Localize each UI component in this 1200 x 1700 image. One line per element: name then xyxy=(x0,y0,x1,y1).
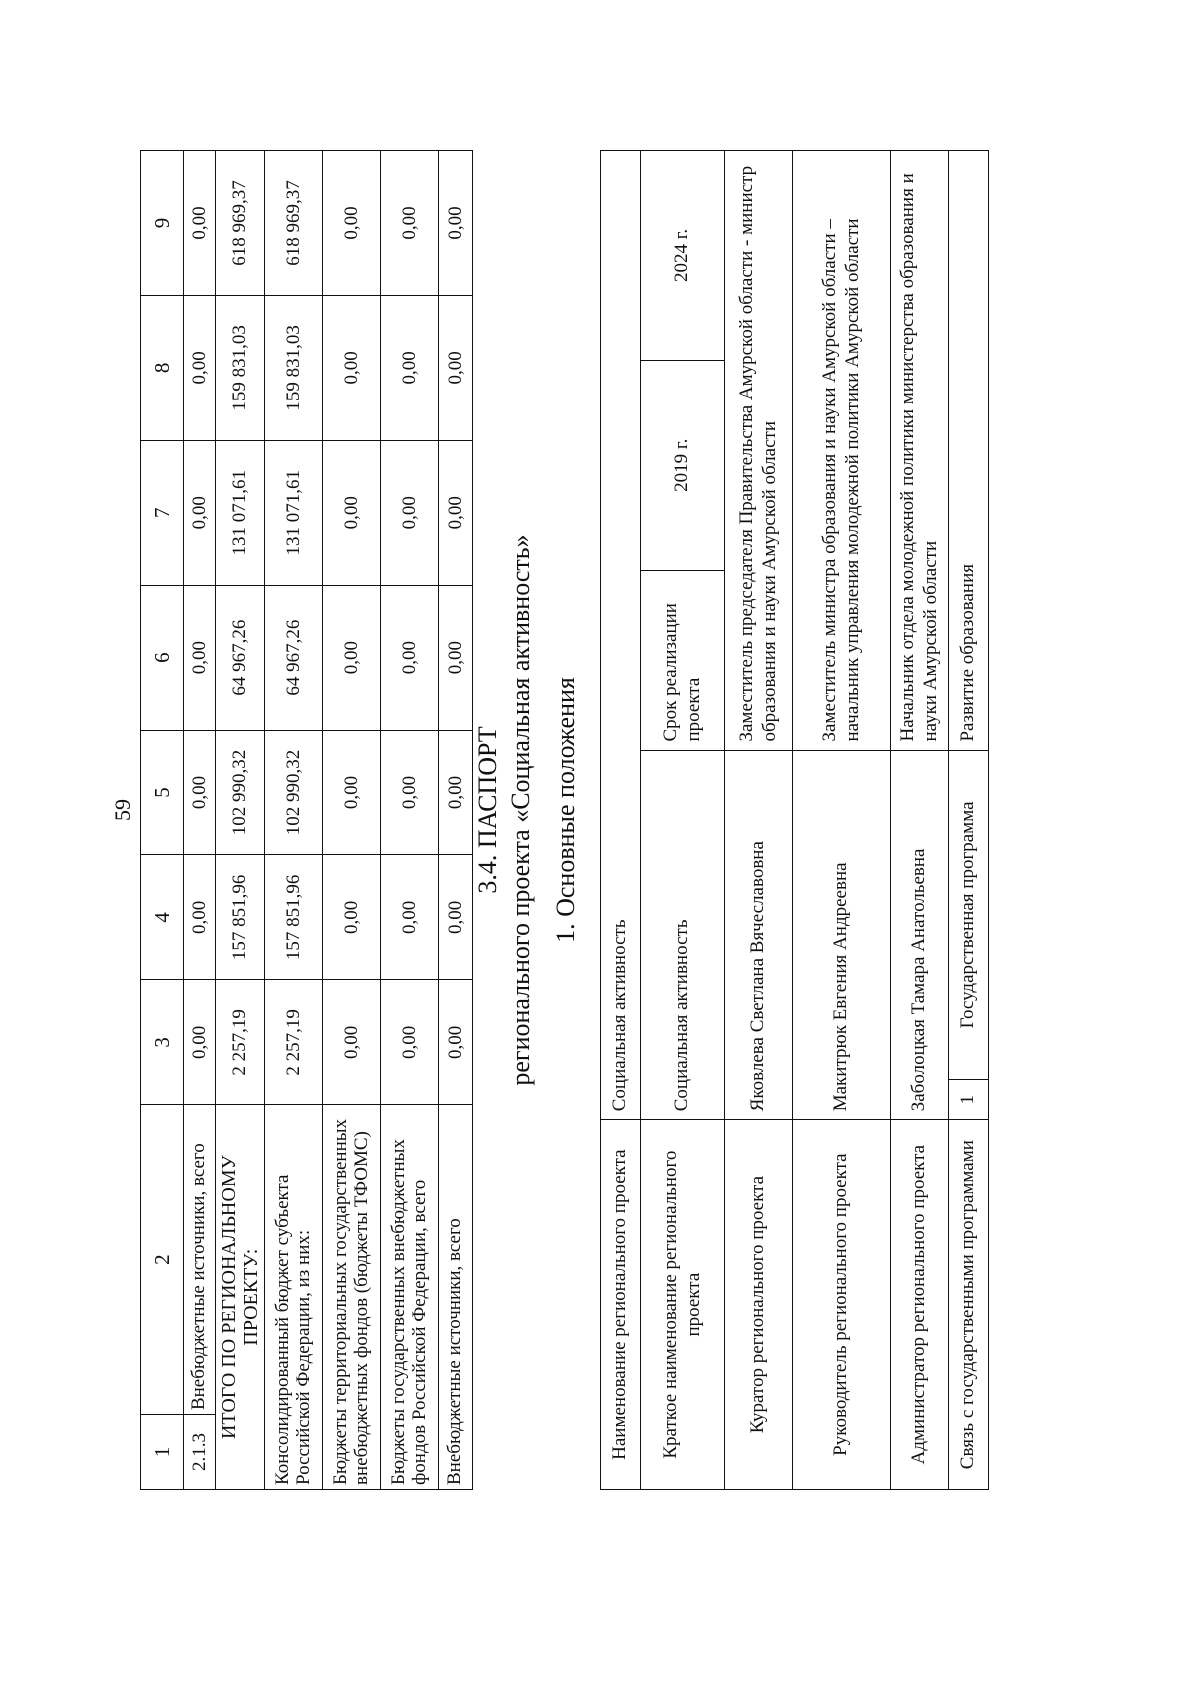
cell-value: 0,00 xyxy=(439,440,473,585)
curator-label: Куратор регионального проекта xyxy=(725,1120,793,1490)
cell-value: 0,00 xyxy=(381,730,439,855)
col-header: 1 xyxy=(141,1415,184,1490)
row-name: Внебюджетные источники, всего xyxy=(439,1105,473,1490)
table-row xyxy=(323,151,381,1490)
cell-value: 0,00 xyxy=(184,295,216,440)
table-row-total xyxy=(216,151,265,1490)
head-name: Макитрюк Евгения Андреевна xyxy=(793,750,891,1120)
cell-value: 0,00 xyxy=(381,585,439,730)
table-row xyxy=(381,151,439,1490)
cell-value: 0,00 xyxy=(184,730,216,855)
cell-value: 159 831,03 xyxy=(216,295,265,440)
table-row xyxy=(793,151,891,1490)
cell-value: 618 969,37 xyxy=(265,151,323,296)
cell-value: 0,00 xyxy=(323,295,381,440)
cell-value: 159 831,03 xyxy=(265,295,323,440)
passport-table xyxy=(600,150,989,1490)
finance-header-row xyxy=(141,151,184,1490)
col-header: 6 xyxy=(141,585,184,730)
row-name: Внебюджетные источники, всего xyxy=(184,1105,216,1415)
col-header: 2 xyxy=(141,1105,184,1415)
cell-value: 131 071,61 xyxy=(265,440,323,585)
col-header: 8 xyxy=(141,295,184,440)
name-label: Наименование регионального проекта xyxy=(601,1120,641,1490)
admin-name: Заболоцкая Тамара Анатольевна xyxy=(891,750,949,1120)
col-header: 9 xyxy=(141,151,184,296)
short-name-value: Социальная активность xyxy=(641,750,725,1120)
curator-position: Заместитель председателя Правительства Амурской области - министр образования и науки Амурской области xyxy=(725,151,793,751)
row-name: Бюджеты территориальных государственных внебюджетных фондов (бюджеты ТФОМС) xyxy=(323,1105,381,1490)
finance-table xyxy=(140,150,473,1490)
cell-value: 0,00 xyxy=(439,585,473,730)
cell-value: 157 851,96 xyxy=(216,855,265,980)
cell-value: 618 969,37 xyxy=(216,151,265,296)
program-name: Развитие образования xyxy=(949,151,989,751)
programs-label: Связь с государственными программами xyxy=(949,1120,989,1490)
cell-value: 0,00 xyxy=(439,295,473,440)
cell-value: 0,00 xyxy=(381,855,439,980)
cell-value: 102 990,32 xyxy=(216,730,265,855)
row-name: ИТОГО ПО РЕГИОНАЛЬНОМУ ПРОЕКТУ: xyxy=(216,1105,265,1490)
table-row xyxy=(641,151,725,1490)
table-row xyxy=(891,151,949,1490)
name-value: Социальная активность xyxy=(601,151,641,1120)
cell-value: 0,00 xyxy=(381,295,439,440)
curator-name: Яковлева Светлана Вячеславовна xyxy=(725,750,793,1120)
term-start: 2019 г. xyxy=(641,360,725,570)
passport-title-line1: 3.4. ПАСПОРТ xyxy=(473,726,502,894)
cell-value: 0,00 xyxy=(323,730,381,855)
col-header: 5 xyxy=(141,730,184,855)
cell-value: 0,00 xyxy=(184,151,216,296)
cell-value: 0,00 xyxy=(439,855,473,980)
cell-value: 64 967,26 xyxy=(216,585,265,730)
passport-title-line2: регионального проекта «Социальная активность» xyxy=(505,534,535,1086)
term-end: 2024 г. xyxy=(641,151,725,361)
table-row xyxy=(439,151,473,1490)
cell-value: 0,00 xyxy=(323,855,381,980)
head-label: Руководитель регионального проекта xyxy=(793,1120,891,1490)
table-row xyxy=(184,151,216,1490)
cell-value: 157 851,96 xyxy=(265,855,323,980)
cell-value: 0,00 xyxy=(323,151,381,296)
admin-label: Администратор регионального проекта xyxy=(891,1120,949,1490)
page-number: 59 xyxy=(110,799,135,821)
cell-value: 0,00 xyxy=(323,440,381,585)
admin-position: Начальник отдела молодежной политики министерства образования и науки Амурской области xyxy=(891,151,949,751)
table-row xyxy=(265,151,323,1490)
table-row xyxy=(949,151,989,1490)
passport-title xyxy=(472,110,537,1510)
cell-value: 0,00 xyxy=(323,980,381,1105)
cell-value: 0,00 xyxy=(184,440,216,585)
short-name-label: Краткое наименование регионального проекта xyxy=(641,1120,725,1490)
row-code: 2.1.3 xyxy=(184,1415,216,1490)
cell-value: 102 990,32 xyxy=(265,730,323,855)
col-header: 4 xyxy=(141,855,184,980)
cell-value: 0,00 xyxy=(381,440,439,585)
cell-value: 2 257,19 xyxy=(216,980,265,1105)
program-type: Государственная программа xyxy=(949,750,989,1080)
row-name: Бюджеты государственных внебюджетных фондов Российской Федерации, всего xyxy=(381,1105,439,1490)
cell-value: 131 071,61 xyxy=(216,440,265,585)
cell-value: 0,00 xyxy=(439,151,473,296)
rotated-page xyxy=(100,110,1100,1510)
cell-value: 0,00 xyxy=(439,980,473,1105)
cell-value: 0,00 xyxy=(439,730,473,855)
row-name: Консолидированный бюджет субъекта Российской Федерации, из них: xyxy=(265,1105,323,1490)
program-number: 1 xyxy=(949,1080,989,1120)
head-position: Заместитель министра образования и науки Амурской области – начальник управления молодежной политики Амурской области xyxy=(793,151,891,751)
cell-value: 0,00 xyxy=(381,151,439,296)
cell-value: 0,00 xyxy=(323,585,381,730)
term-label: Срок реализации проекта xyxy=(641,570,725,750)
cell-value: 0,00 xyxy=(381,980,439,1105)
section-title: 1. Основные положения xyxy=(551,677,580,943)
cell-value: 0,00 xyxy=(184,980,216,1105)
table-row xyxy=(601,151,641,1490)
cell-value: 0,00 xyxy=(184,585,216,730)
col-header: 3 xyxy=(141,980,184,1105)
cell-value: 2 257,19 xyxy=(265,980,323,1105)
table-row xyxy=(725,151,793,1490)
col-header: 7 xyxy=(141,440,184,585)
cell-value: 64 967,26 xyxy=(265,585,323,730)
cell-value: 0,00 xyxy=(184,855,216,980)
